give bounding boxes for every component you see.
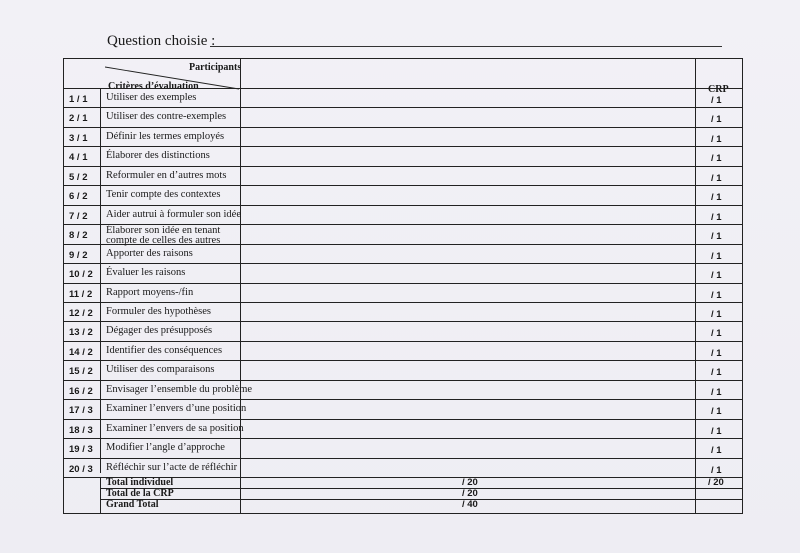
totals-value: / 20 [462,488,478,499]
row-rule [64,224,742,225]
crp-score[interactable]: / 1 [711,95,722,106]
participant-score-cell[interactable] [241,185,694,204]
row-rule [64,185,742,186]
row-rule [64,166,742,167]
criterion-row [64,302,742,321]
participant-score-cell[interactable] [241,127,694,146]
crp-score[interactable]: / 1 [711,192,722,204]
criterion-number: 17 / 3 [69,405,93,417]
crp-score[interactable]: / 1 [711,250,722,262]
participant-score-cell[interactable] [241,88,694,107]
crp-score[interactable]: / 1 [711,114,722,126]
criterion-number: 6 / 2 [69,191,88,203]
participant-score-cell[interactable] [241,302,694,321]
crp-score[interactable]: / 1 [711,347,722,359]
participant-score-cell[interactable] [241,263,694,282]
criterion-number: 7 / 2 [69,210,88,222]
question-blank[interactable] [210,46,722,47]
criterion-number: 2 / 1 [69,113,88,125]
participant-score-cell[interactable] [241,283,694,302]
criterion-row [64,341,742,360]
crp-score[interactable]: / 1 [711,425,722,437]
participant-score-cell[interactable] [241,224,694,243]
header-participants: Participants [189,62,242,73]
criterion-label: Reformuler en d’autres mots [106,169,227,181]
row-rule [64,438,742,439]
criterion-number: 15 / 2 [69,366,93,378]
criterion-row [64,185,742,204]
criterion-row [64,399,742,418]
question-label: Question choisie : [107,33,216,49]
criterion-row [64,438,742,457]
criterion-number: 13 / 2 [69,327,93,339]
participant-score-cell[interactable] [241,380,694,399]
criterion-label: Rapport moyens-/fin [106,286,194,298]
participant-score-cell[interactable] [241,146,694,165]
crp-score[interactable]: / 1 [711,464,722,476]
row-rule [64,205,742,206]
crp-score[interactable]: / 1 [711,386,722,398]
criterion-number: 18 / 3 [69,424,93,436]
criterion-label: Envisager l’ensemble du problème [106,383,253,395]
criterion-label-line2: compte de celles des autres [106,235,221,247]
crp-score[interactable]: / 1 [711,172,722,184]
criterion-label: Apporter des raisons [106,247,193,259]
participant-score-cell[interactable] [241,419,694,438]
criterion-number: 3 / 1 [69,132,88,144]
crp-score[interactable]: / 1 [711,153,722,165]
totals-row [64,499,742,510]
criterion-label: Aider autrui à formuler son idée [106,208,241,220]
crp-score[interactable]: / 1 [711,406,722,418]
crp-score[interactable]: / 1 [711,328,722,340]
row-rule [64,263,742,264]
criterion-number: 16 / 2 [69,385,93,397]
criterion-row [64,205,742,224]
totals-row [64,488,742,499]
criterion-label: Tenir compte des contextes [106,189,221,201]
header-crp: CRP [708,84,729,95]
crp-score[interactable]: / 1 [711,270,722,282]
criterion-number: 8 / 2 [69,230,88,242]
criterion-row [64,166,742,185]
criterion-row [64,88,742,107]
row-rule [64,321,742,322]
participant-score-cell[interactable] [241,438,694,457]
criterion-label: Modifier l’angle d’approche [106,442,225,454]
criterion-label: Élaborer son idée en tenant [106,225,221,237]
criterion-row [64,283,742,302]
criterion-label: Utiliser des comparaisons [106,364,215,376]
header-criteria: Critères d’évaluation [108,81,199,92]
criterion-label: Définir les termes employés [106,130,225,142]
criterion-number: 1 / 1 [69,94,88,105]
row-rule [64,283,742,284]
totals-value: / 20 [462,477,478,488]
row-rule [64,360,742,361]
crp-score[interactable]: / 1 [711,133,722,145]
totals-value: / 40 [462,499,478,510]
criterion-row [64,458,742,477]
participant-score-cell[interactable] [241,399,694,418]
criterion-label: Identifier des conséquences [106,344,223,356]
criterion-row [64,244,742,263]
crp-score[interactable]: / 1 [711,289,722,301]
totals-row [64,477,742,488]
criterion-row [64,360,742,379]
evaluation-table [63,58,743,514]
criterion-label: Élaborer des distinctions [106,150,210,162]
criterion-row [64,146,742,165]
criterion-number: 4 / 1 [69,152,88,164]
criterion-label: Évaluer les raisons [106,267,186,279]
row-rule [64,399,742,400]
crp-score[interactable]: / 1 [711,231,722,243]
criterion-row [64,380,742,399]
totals-label: Total individuel [106,477,174,488]
criterion-number: 12 / 2 [69,307,93,319]
crp-score[interactable]: / 1 [711,367,722,379]
criterion-label: Utiliser des contre-exemples [106,111,227,123]
participant-score-cell[interactable] [241,458,694,477]
criterion-label: Utiliser des exemples [106,92,197,103]
row-rule [64,380,742,381]
totals-label: Grand Total [106,499,159,510]
participant-score-cell[interactable] [241,321,694,340]
criterion-row [64,107,742,126]
row-rule [64,107,742,108]
row-rule [64,146,742,147]
row-rule [64,302,742,303]
totals-label: Total de la CRP [106,488,174,499]
row-rule [64,341,742,342]
criterion-number: 14 / 2 [69,346,93,358]
totals-crp-value: / 20 [708,477,724,488]
participant-score-cell[interactable] [241,107,694,126]
criterion-number: 9 / 2 [69,249,88,261]
criterion-label: Examiner l’envers de sa position [106,422,244,434]
participant-score-cell[interactable] [241,244,694,263]
crp-score[interactable]: / 1 [711,308,722,320]
participant-score-cell[interactable] [241,166,694,185]
question-line [107,33,727,53]
row-rule [64,419,742,420]
criterion-number: 11 / 2 [69,288,93,300]
row-rule [64,458,742,459]
criterion-row [64,263,742,282]
criterion-label: Dégager des présupposés [106,325,213,337]
participant-score-cell[interactable] [241,205,694,224]
criterion-row [64,321,742,340]
row-rule [64,244,742,245]
crp-score[interactable]: / 1 [711,211,722,223]
crp-score[interactable]: / 1 [711,445,722,457]
criterion-label: Formuler des hypothèses [106,305,211,317]
criterion-label: Examiner l’envers d’une position [106,403,247,415]
criterion-row [64,224,742,247]
criterion-row [64,419,742,438]
criterion-label: Réfléchir sur l’acte de réfléchir [106,461,238,473]
participant-score-cell[interactable] [241,360,694,379]
participant-score-cell[interactable] [241,341,694,360]
row-rule [64,127,742,128]
criterion-number: 20 / 3 [69,463,93,475]
criterion-number: 10 / 2 [69,269,93,281]
criterion-row [64,127,742,146]
criterion-number: 19 / 3 [69,444,93,456]
criterion-number: 5 / 2 [69,171,88,183]
